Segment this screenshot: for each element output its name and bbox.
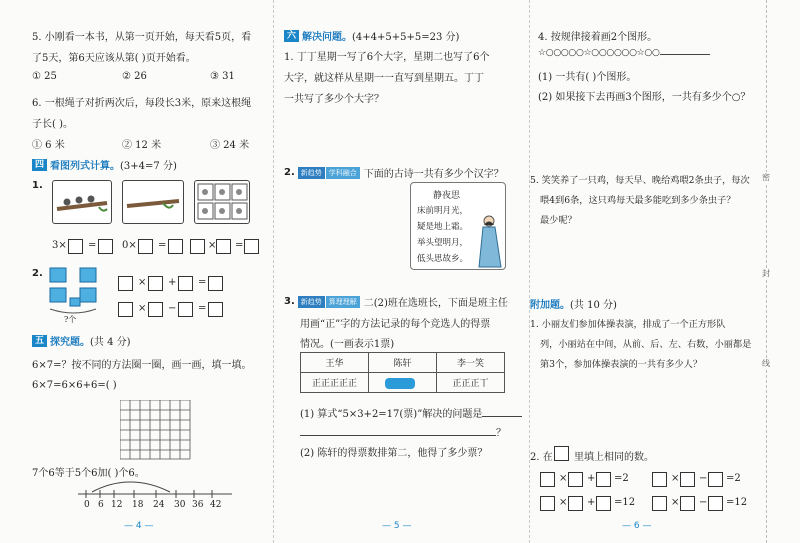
q4-sub-2: (2) 如果接下去再画3个图形，一共有多少个○？	[538, 92, 751, 103]
poem-title: 静夜思	[433, 191, 461, 201]
bonus-eq-op: −	[699, 497, 708, 508]
number-line-label: 24	[153, 500, 165, 510]
answer-box[interactable]	[98, 239, 113, 254]
q5-line-2: 喂4到6条，这只鸡每天最多能吃到多少条虫子？	[540, 195, 736, 206]
page-5	[274, 0, 528, 543]
vote-table-cell-chenxuan	[369, 373, 437, 393]
answer-box[interactable]	[680, 496, 695, 511]
answer-box[interactable]	[568, 472, 583, 487]
q5-line-1: 5. 笑笑养了一只鸡，每天早、晚给鸡喂2条虫子，每次	[530, 175, 750, 186]
answer-box[interactable]	[244, 239, 259, 254]
p2-op5: −	[168, 303, 177, 314]
q4-sub-1: (1) 一共有( )个图形。	[538, 72, 637, 83]
section-6-header	[284, 28, 459, 43]
answer-box[interactable]	[680, 472, 695, 487]
section-5-header	[32, 333, 131, 348]
poem-line-1: 床前明月光，	[417, 206, 469, 216]
q3-sub-1-question-mark: ？	[496, 428, 506, 439]
p2-op4: ×	[138, 303, 147, 314]
answer-box[interactable]	[148, 302, 163, 317]
poet-illustration	[473, 213, 505, 269]
explore-line-3: 7个6等于5个6加( )个6。	[32, 468, 145, 479]
answer-box[interactable]	[652, 496, 667, 511]
answer-box[interactable]	[148, 276, 163, 291]
section-6-score: (4+4+5+5+5=23 分)	[352, 32, 460, 43]
q3-number: 3.	[284, 296, 295, 307]
bonus-eq-result: =2	[614, 473, 629, 484]
answer-line[interactable]	[300, 435, 496, 436]
answer-box[interactable]	[208, 276, 223, 291]
answer-box[interactable]	[540, 496, 555, 511]
bonus-q1-line-1: 1. 小丽友们参加体操表演，排成了一个正方形队	[530, 319, 726, 330]
section-5-title: 探究题。	[50, 337, 91, 348]
bonus-eq-op: +	[587, 497, 596, 508]
vote-table-header-row	[301, 353, 505, 373]
p2-op2: +	[168, 277, 177, 288]
answer-box[interactable]	[178, 302, 193, 317]
number-line-label: 6	[98, 500, 104, 510]
answer-box[interactable]	[708, 472, 723, 487]
p2-op3: =	[198, 277, 207, 288]
section-5-number: 五	[32, 335, 47, 347]
p2-question-label: ?个	[64, 315, 77, 324]
p1-eq2-start: 0×	[122, 240, 137, 251]
section-6-title: 解决问题。	[302, 32, 353, 43]
vote-table-cell: 正正正正正	[301, 373, 369, 393]
q5-line2: 了5天，第6天应该从第( )页开始看。	[32, 53, 196, 64]
page-number-6: — 6 —	[622, 521, 652, 531]
vote-table-cell: 正正正丅	[437, 373, 505, 393]
vote-table-row	[301, 373, 505, 393]
bonus-eq-op: ×	[559, 497, 568, 508]
section-6-number: 六	[284, 30, 299, 42]
bonus-eq-op: ×	[671, 497, 680, 508]
q2-line	[284, 165, 504, 180]
poem-line-3: 举头望明月，	[417, 238, 469, 248]
branch-illustration	[53, 181, 111, 223]
bonus-eq-op: +	[587, 473, 596, 484]
page-6	[530, 0, 760, 543]
p1-eq1-equals: =	[88, 240, 97, 251]
cubes-illustration	[46, 264, 108, 322]
q1-line-2: 大字，就这样从星期一一直写到星期五。丁丁	[284, 73, 484, 84]
answer-box[interactable]	[652, 472, 667, 487]
bonus-section-title: 附加题。	[530, 300, 570, 311]
p2-op6: =	[198, 303, 207, 314]
section-4-title: 看图列式计算。	[50, 161, 121, 172]
poem-line-2: 疑是地上霜。	[417, 222, 469, 232]
q5-option-a: ① 25	[32, 71, 57, 82]
p2-op1: ×	[138, 277, 147, 288]
answer-line[interactable]	[482, 416, 522, 417]
q6-option-b: ② 12 米	[122, 140, 162, 151]
q5-text: 5. 小刚看一本书，从第一页开始，每天看5页，看	[32, 32, 252, 43]
dot-grid-6x7[interactable]	[120, 400, 192, 460]
q4-pattern-shapes: ☆○○○○○☆○○○○○○☆○○	[538, 48, 660, 58]
gutter-char-seal: 密	[762, 173, 770, 182]
explore-line-1: 6×7=？按不同的方法圈一圈，画一画，填一填。	[32, 360, 252, 371]
explore-line-2: 6×7=6×6+6=( )	[32, 380, 117, 391]
answer-box[interactable]	[540, 472, 555, 487]
q3-text-1: 二(2)班在选班长，下面是班主任	[363, 298, 508, 309]
answer-box[interactable]	[168, 239, 183, 254]
section-4-header	[32, 157, 177, 172]
q3-sub-1-line-2	[300, 424, 506, 439]
p1-eq3-times: ×	[208, 240, 217, 251]
gutter-char-line: 线	[762, 359, 770, 368]
bonus-q2-suffix: 里填上相同的数。	[574, 452, 654, 463]
trend-tag: 新趋势	[298, 167, 325, 179]
answer-box[interactable]	[596, 472, 611, 487]
reasoning-tag: 算理理解	[326, 296, 360, 308]
q6-text: 6. 一根绳子对折两次后，每段长3米，原来这根绳	[32, 98, 252, 109]
vote-table-header: 李一笑	[437, 353, 505, 373]
vote-table	[300, 352, 505, 393]
answer-box-sample	[554, 446, 569, 461]
answer-box[interactable]	[568, 496, 583, 511]
q3-text-3: 情况。(一画表示1票)	[300, 339, 395, 350]
vote-table-header: 陈轩	[369, 353, 437, 373]
section-4-score: (3+4=7 分)	[120, 161, 177, 172]
q5-line-3: 最少呢？	[540, 215, 577, 226]
grid-illustration	[195, 181, 249, 223]
number-line-label: 30	[174, 500, 186, 510]
q6-line2: 子长( )。	[32, 119, 73, 130]
p1-eq2-equals: =	[158, 240, 167, 251]
q1-line-1: 1. 丁丁星期一写了6个大字，星期二也写了6个	[284, 52, 490, 63]
poem-line-4: 低头思故乡。	[417, 254, 469, 264]
number-line-label: 36	[192, 500, 204, 510]
number-line-label: 42	[210, 500, 222, 510]
branch-illustration-empty	[123, 181, 183, 223]
q6-option-a: ① 6 米	[32, 140, 65, 151]
p2-number: 2.	[32, 268, 43, 279]
q4-pattern	[538, 48, 710, 58]
answer-line[interactable]	[660, 54, 710, 55]
binding-gutter	[762, 0, 800, 543]
p1-eq3-equals: =	[235, 240, 244, 251]
answer-box[interactable]	[216, 239, 231, 254]
bonus-eq-op: ×	[671, 473, 680, 484]
q3-line-1	[284, 294, 508, 309]
q2-number: 2.	[284, 167, 295, 178]
answer-box[interactable]	[190, 239, 205, 254]
answer-box[interactable]	[118, 302, 133, 317]
section-4-number: 四	[32, 159, 47, 171]
q3-text-2: 用画“正”字的方法记录的每个竞选人的得票	[300, 319, 491, 330]
bonus-eq-result: =12	[726, 497, 748, 508]
grid-dots-picture-3	[194, 180, 250, 224]
answer-box[interactable]	[138, 239, 153, 254]
bonus-section-header	[530, 296, 617, 311]
answer-box[interactable]	[118, 276, 133, 291]
q4-line-1: 4. 按规律接着画2个图形。	[538, 32, 658, 43]
number-line	[70, 478, 240, 502]
q5-option-c: ③ 31	[210, 71, 235, 82]
page-number-4: — 4 —	[124, 521, 154, 531]
bonus-eq-result: =2	[726, 473, 741, 484]
birds-on-branch-picture-1	[52, 180, 112, 224]
gutter-char-seal-2: 封	[762, 269, 770, 278]
section-5-score: (共 4 分)	[90, 337, 131, 348]
bonus-section-score: (共 10 分)	[570, 300, 617, 311]
answer-box[interactable]	[596, 496, 611, 511]
q5-option-b: ② 26	[122, 71, 147, 82]
q3-sub-2: (2) 陈轩的得票数排第二，他得了多少票？	[300, 448, 488, 459]
number-line-label: 0	[84, 500, 90, 510]
bonus-q2-prefix: 2. 在	[530, 452, 553, 463]
page-number-5: — 5 —	[382, 521, 412, 531]
q1-line-3: 一共写了多少个大字？	[284, 94, 384, 105]
bonus-q1-line-2: 列，小丽站在中间，从前、后、左、右数，小丽都是	[540, 339, 752, 350]
number-line-label: 18	[132, 500, 144, 510]
bonus-q1-line-3: 第3个，参加体操表演的一共有多少人？	[540, 359, 703, 370]
answer-box[interactable]	[68, 239, 83, 254]
poem-box	[410, 182, 506, 270]
answer-box[interactable]	[178, 276, 193, 291]
bonus-eq-op: ×	[559, 473, 568, 484]
q6-option-c: ③ 24 米	[210, 140, 250, 151]
bonus-eq-result: =12	[614, 497, 636, 508]
number-line-label: 12	[111, 500, 123, 510]
p1-eq1-start: 3×	[52, 240, 67, 251]
q2-text: 下面的古诗一共有多少个汉字？	[363, 169, 504, 180]
p1-number: 1.	[32, 180, 43, 191]
ink-blot	[385, 378, 415, 389]
answer-box[interactable]	[208, 302, 223, 317]
subject-fusion-tag: 学科融合	[326, 167, 360, 179]
vote-table-header: 王华	[301, 353, 369, 373]
page-4	[0, 0, 272, 543]
q3-sub-1-text: (1) 算式“5×3+2=17(票)”解决的问题是	[300, 409, 483, 420]
bonus-eq-op: −	[699, 473, 708, 484]
empty-branch-picture-2	[122, 180, 184, 224]
q3-sub-1	[300, 405, 522, 420]
answer-box[interactable]	[708, 496, 723, 511]
trend-tag: 新趋势	[298, 296, 325, 308]
